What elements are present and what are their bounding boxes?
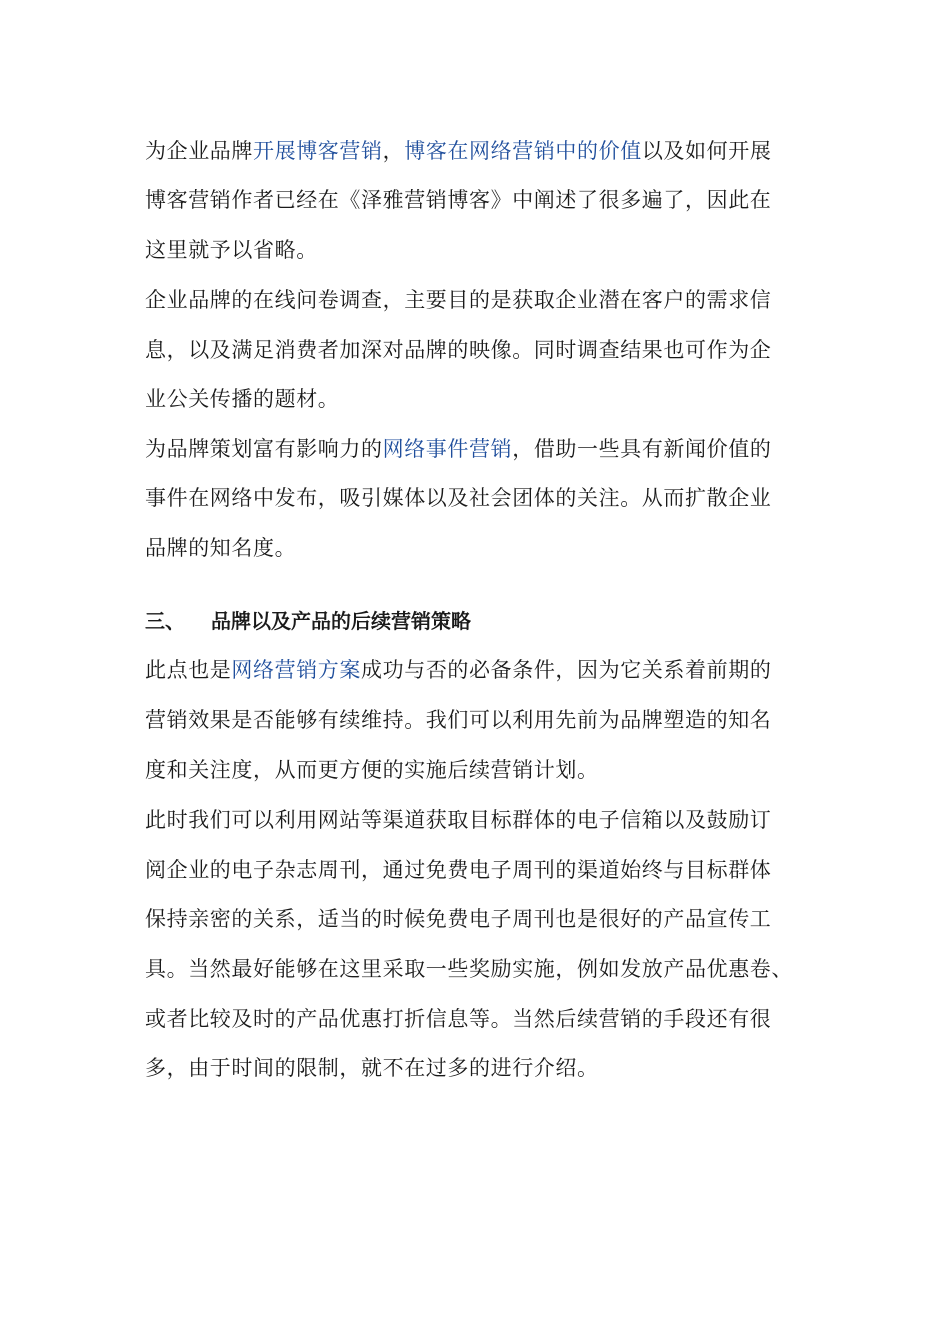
text-segment: 此点也是 bbox=[145, 658, 232, 682]
paragraph-3-line-1 bbox=[145, 434, 771, 464]
section-title: 品牌以及产品的后续营销策略 bbox=[211, 609, 471, 633]
paragraph-2-line-3: 业公关传播的题材。 bbox=[145, 387, 340, 411]
paragraph-5-line-1: 此时我们可以利用网站等渠道获取目标群体的电子信箱以及鼓励订 bbox=[145, 808, 772, 832]
blog-marketing-link[interactable]: 开展博客营销 bbox=[253, 139, 383, 163]
paragraph-2-line-2: 息，以及满足消费者加深对品牌的映像。同时调查结果也可作为企 bbox=[145, 338, 772, 362]
paragraph-1-line-1 bbox=[145, 136, 771, 166]
paragraph-1-line-3: 这里就予以省略。 bbox=[145, 238, 318, 262]
text-segment: 以及如何开展 bbox=[641, 139, 772, 163]
paragraph-1-line-2: 博客营销作者已经在《泽雅营销博客》中阐述了很多遍了，因此在 bbox=[145, 188, 772, 212]
paragraph-3-line-3: 品牌的知名度。 bbox=[145, 536, 297, 560]
blog-value-link[interactable]: 博客在网络营销中的价值 bbox=[404, 139, 642, 163]
text-segment: 为企业品牌 bbox=[145, 139, 253, 163]
paragraph-4-line-2: 营销效果是否能够有续维持。我们可以利用先前为品牌塑造的知名 bbox=[145, 708, 772, 732]
paragraph-3-line-2: 事件在网络中发布，吸引媒体以及社会团体的关注。从而扩散企业 bbox=[145, 486, 772, 510]
paragraph-2-line-1: 企业品牌的在线问卷调查，主要目的是获取企业潜在客户的需求信 bbox=[145, 288, 772, 312]
paragraph-5-line-6: 多，由于时间的限制，就不在过多的进行介绍。 bbox=[145, 1056, 599, 1080]
paragraph-5-line-4: 具。当然最好能够在这里采取一些奖励实施，例如发放产品优惠卷、 bbox=[145, 957, 793, 981]
section-heading bbox=[145, 606, 471, 636]
paragraph-5-line-3: 保持亲密的关系，适当的时候免费电子周刊也是很好的产品宣传工 bbox=[145, 907, 772, 931]
marketing-plan-link[interactable]: 网络营销方案 bbox=[231, 658, 362, 682]
paragraph-5-line-2: 阅企业的电子杂志周刊，通过免费电子周刊的渠道始终与目标群体 bbox=[145, 858, 772, 882]
paragraph-4-line-3: 度和关注度，从而更方便的实施后续营销计划。 bbox=[145, 758, 599, 782]
section-number: 三、 bbox=[145, 609, 185, 633]
text-segment: 成功与否的必备条件，因为它关系着前期的 bbox=[361, 658, 772, 682]
paragraph-4-line-1 bbox=[145, 655, 771, 685]
text-segment: ， bbox=[382, 139, 405, 163]
text-segment: 为品牌策划富有影响力的 bbox=[145, 437, 383, 461]
event-marketing-link[interactable]: 网络事件营销 bbox=[382, 437, 513, 461]
paragraph-5-line-5: 或者比较及时的产品优惠打折信息等。当然后续营销的手段还有很 bbox=[145, 1007, 772, 1031]
text-segment: ，借助一些具有新闻价值的 bbox=[512, 437, 772, 461]
